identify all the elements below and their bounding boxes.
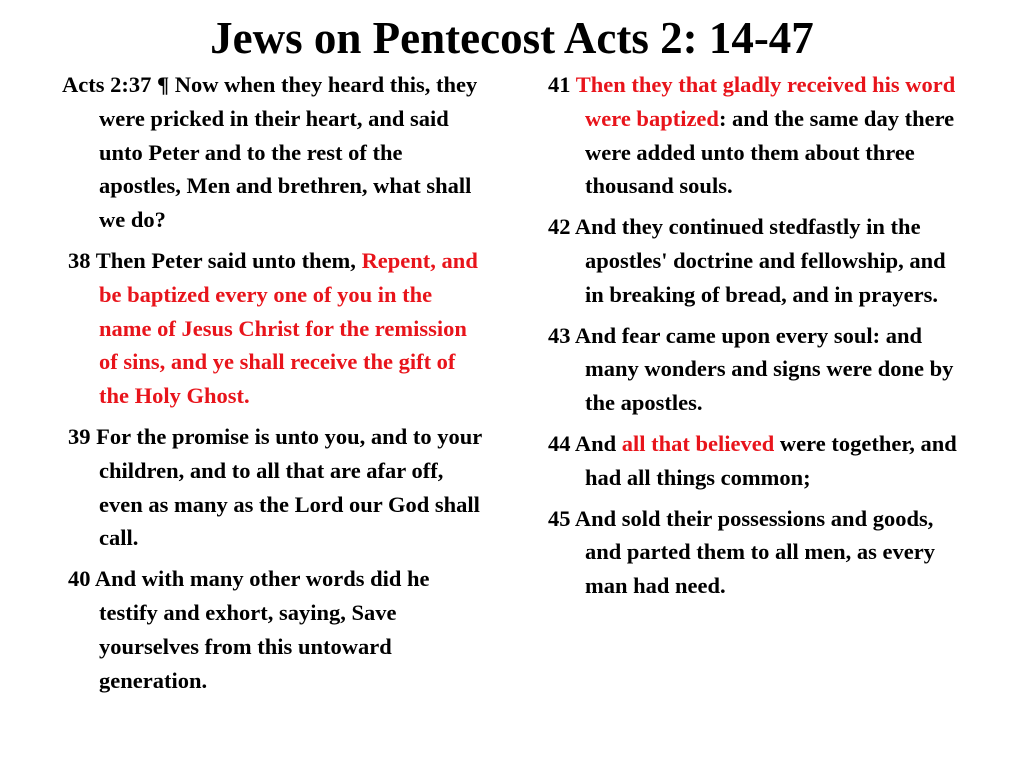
verse-44-after: were together, and had all things common;	[585, 430, 957, 490]
verse-41-number: 41	[548, 72, 576, 97]
verse-44	[548, 427, 968, 495]
verse-42-number: 42	[548, 214, 575, 240]
slide-title: Jews on Pentecost Acts 2: 14-47	[210, 13, 814, 63]
verse-45-text: And sold their possessions and goods, and parted them to all men, as every man had need.	[574, 505, 935, 599]
verse-41	[548, 68, 968, 203]
verse-40	[68, 562, 482, 697]
verse-38-number: 38	[68, 247, 96, 273]
verse-38-highlight: Repent, and be baptized every one of you in the name of Jesus Christ for the remission of sins, and ye shall receive the gift of the Holy Ghost.	[99, 247, 478, 409]
verse-39-number: 39	[68, 423, 97, 449]
verse-37-text: Acts 2:37 ¶ Now when they heard this, they were pricked in their heart, and said unto Peter and to the rest of the apostles, Men and brethren, what shall we do?	[62, 72, 478, 233]
verse-38	[68, 244, 482, 413]
verse-43-number: 43	[548, 322, 575, 348]
verse-45	[548, 502, 968, 603]
left-column	[62, 68, 482, 704]
verse-45-number: 45	[548, 505, 575, 531]
verse-41-highlight: Then they that gladly received his word were baptized	[575, 72, 956, 131]
verse-40-text: And with many other words did he testify and exhort, saying, Save yourselves from this untoward generation.	[94, 566, 430, 693]
verse-42	[548, 210, 968, 311]
verse-44-number: 44	[548, 430, 575, 456]
verse-44-highlight: all that believed	[621, 430, 775, 456]
verse-39	[68, 420, 482, 555]
verse-38-text: Then Peter said unto them,	[95, 247, 362, 273]
right-column	[548, 68, 968, 610]
verse-44-before: And	[574, 430, 622, 456]
verse-40-number: 40	[68, 566, 95, 592]
verse-41-text: : and the same day there were added unto them about three thousand souls.	[585, 105, 955, 199]
verse-37	[62, 68, 482, 237]
verse-42-text: And they continued stedfastly in the apostles' doctrine and fellowship, and in breaking of bread, and in prayers.	[574, 214, 946, 307]
verse-43	[548, 319, 968, 420]
verse-43-text: And fear came upon every soul: and many wonders and signs were done by the apostles.	[574, 322, 954, 416]
verse-39-text: For the promise is unto you, and to your children, and to all that are afar off, even as many as the Lord our God shall call.	[96, 423, 482, 551]
